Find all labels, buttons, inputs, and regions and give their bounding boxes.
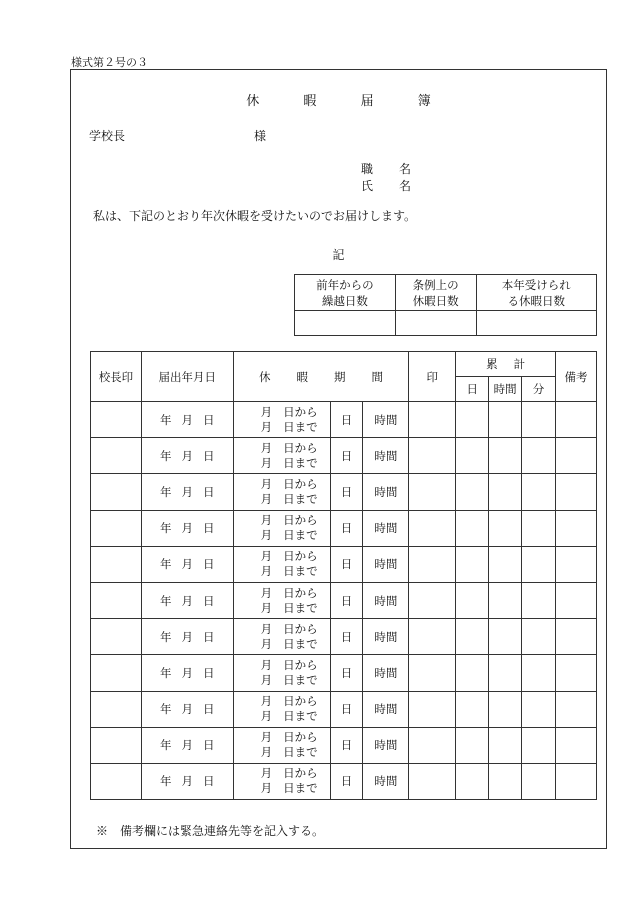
- cum-day-cell[interactable]: [456, 474, 489, 510]
- seal-cell[interactable]: [409, 763, 456, 799]
- cum-min-cell[interactable]: [522, 655, 556, 691]
- cum-hour-cell[interactable]: [489, 474, 522, 510]
- cum-min-cell[interactable]: [522, 691, 556, 727]
- remarks-cell[interactable]: [556, 582, 597, 618]
- cum-day-cell[interactable]: [456, 619, 489, 655]
- leave-hours-cell[interactable]: 時間: [363, 402, 409, 438]
- submit-date-cell[interactable]: 年 月 日: [141, 691, 233, 727]
- submit-date-cell[interactable]: 年 月 日: [141, 727, 233, 763]
- cum-hour-cell[interactable]: [489, 727, 522, 763]
- seal-cell[interactable]: [409, 582, 456, 618]
- cum-hour-cell[interactable]: [489, 691, 522, 727]
- seal-cell[interactable]: [409, 546, 456, 582]
- leave-hours-cell[interactable]: 時間: [363, 691, 409, 727]
- remarks-cell[interactable]: [556, 474, 597, 510]
- leave-period-cell[interactable]: 月 日から 月 日まで: [233, 546, 330, 582]
- table-row: [91, 655, 597, 691]
- submit-date-cell[interactable]: 年 月 日: [141, 510, 233, 546]
- table-row: [91, 619, 597, 655]
- principal-seal-cell[interactable]: [91, 763, 142, 799]
- table-row: [91, 691, 597, 727]
- cum-min-cell[interactable]: [522, 510, 556, 546]
- carryover-days-cell[interactable]: [295, 311, 396, 336]
- submit-date-cell[interactable]: 年 月 日: [141, 438, 233, 474]
- leave-days-cell[interactable]: 日: [330, 655, 363, 691]
- title-char: 届: [360, 94, 374, 109]
- applicant-label-a: 職: [361, 162, 374, 176]
- submit-date-cell[interactable]: 年 月 日: [141, 763, 233, 799]
- principal-seal-cell[interactable]: [91, 474, 142, 510]
- applicant-label-b: 名: [399, 162, 412, 176]
- leave-hours-cell[interactable]: 時間: [363, 763, 409, 799]
- cum-hour-cell[interactable]: [489, 582, 522, 618]
- submit-date-cell[interactable]: 年 月 日: [141, 619, 233, 655]
- seal-header: 印: [409, 352, 456, 402]
- available-days-cell[interactable]: [476, 311, 596, 336]
- addressee-label: 学校長: [89, 129, 126, 143]
- cum-hour-cell[interactable]: [489, 763, 522, 799]
- cum-min-cell[interactable]: [522, 402, 556, 438]
- principal-seal-cell[interactable]: [91, 727, 142, 763]
- leave-days-cell[interactable]: 日: [330, 546, 363, 582]
- cumulative-header: 累 計: [456, 352, 556, 377]
- cum-hour-cell[interactable]: [489, 402, 522, 438]
- leave-hours-cell[interactable]: 時間: [363, 510, 409, 546]
- leave-period-cell[interactable]: 月 日から 月 日まで: [233, 619, 330, 655]
- leave-days-cell[interactable]: 日: [330, 582, 363, 618]
- carryover-days-header: 前年からの 繰越日数: [295, 275, 396, 311]
- title-char: 暇: [303, 94, 317, 109]
- remarks-cell[interactable]: [556, 546, 597, 582]
- cum-hour-cell[interactable]: [489, 438, 522, 474]
- remarks-cell[interactable]: [556, 763, 597, 799]
- applicant-label-b: 名: [399, 179, 412, 193]
- principal-seal-cell[interactable]: [91, 655, 142, 691]
- cum-day-header: 日: [456, 377, 489, 402]
- addressee-honorific: 様: [254, 129, 267, 143]
- leave-log-table: [90, 351, 597, 800]
- cum-min-header: 分: [522, 377, 556, 402]
- seal-cell[interactable]: [409, 474, 456, 510]
- cum-min-cell[interactable]: [522, 582, 556, 618]
- leave-period-cell[interactable]: 月 日から 月 日まで: [233, 655, 330, 691]
- days-table: [294, 274, 597, 336]
- cum-day-cell[interactable]: [456, 763, 489, 799]
- applicant-name[interactable]: [361, 177, 411, 194]
- leave-period-cell[interactable]: 月 日から 月 日まで: [233, 691, 330, 727]
- statutory-days-cell[interactable]: [395, 311, 476, 336]
- cum-day-cell[interactable]: [456, 691, 489, 727]
- title-char: 休: [246, 94, 260, 109]
- principal-seal-cell[interactable]: [91, 691, 142, 727]
- cum-day-cell[interactable]: [456, 655, 489, 691]
- leave-hours-cell[interactable]: 時間: [363, 619, 409, 655]
- intro-text: 私は、下記のとおり年次休暇を受けたいのでお届けします。: [93, 209, 417, 223]
- seal-cell[interactable]: [409, 438, 456, 474]
- principal-seal-cell[interactable]: [91, 438, 142, 474]
- leave-hours-cell[interactable]: 時間: [363, 655, 409, 691]
- cum-day-cell[interactable]: [456, 510, 489, 546]
- remarks-cell[interactable]: [556, 691, 597, 727]
- submit-date-cell[interactable]: 年 月 日: [141, 402, 233, 438]
- submit-date-cell[interactable]: 年 月 日: [141, 546, 233, 582]
- leave-hours-cell[interactable]: 時間: [363, 546, 409, 582]
- cum-day-cell[interactable]: [456, 582, 489, 618]
- table-row: [91, 582, 597, 618]
- available-days-header: 本年受けられ る休暇日数: [476, 275, 596, 311]
- leave-days-cell[interactable]: 日: [330, 402, 363, 438]
- leave-days-cell[interactable]: 日: [330, 727, 363, 763]
- leave-period-cell[interactable]: 月 日から 月 日まで: [233, 510, 330, 546]
- leave-days-cell[interactable]: 日: [330, 510, 363, 546]
- leave-period-cell[interactable]: 月 日から 月 日まで: [233, 727, 330, 763]
- leave-period-cell[interactable]: 月 日から 月 日まで: [233, 582, 330, 618]
- remarks-cell[interactable]: [556, 619, 597, 655]
- cum-hour-cell[interactable]: [489, 619, 522, 655]
- ki-heading: 記: [332, 248, 345, 262]
- remarks-header: 備考: [556, 352, 597, 402]
- table-row: [91, 727, 597, 763]
- seal-cell[interactable]: [409, 402, 456, 438]
- applicant-label-a: 氏: [361, 179, 374, 193]
- leave-days-cell[interactable]: 日: [330, 619, 363, 655]
- leave-period-cell[interactable]: 月 日から 月 日まで: [233, 474, 330, 510]
- leave-hours-cell[interactable]: 時間: [363, 438, 409, 474]
- footnote: ※ 備考欄には緊急連絡先等を記入する。: [96, 824, 325, 838]
- leave-period-cell[interactable]: 月 日から 月 日まで: [233, 438, 330, 474]
- cum-hour-header: 時間: [489, 377, 522, 402]
- cum-min-cell[interactable]: [522, 619, 556, 655]
- leave-log-body: [91, 402, 597, 800]
- form-number: 様式第２号の３: [71, 56, 148, 69]
- principal-seal-cell[interactable]: [91, 510, 142, 546]
- submit-date-cell[interactable]: 年 月 日: [141, 655, 233, 691]
- leave-period-cell[interactable]: 月 日から 月 日まで: [233, 763, 330, 799]
- leave-days-cell[interactable]: 日: [330, 474, 363, 510]
- principal-seal-cell[interactable]: [91, 619, 142, 655]
- cum-min-cell[interactable]: [522, 546, 556, 582]
- leave-days-cell[interactable]: 日: [330, 438, 363, 474]
- leave-hours-cell[interactable]: 時間: [363, 474, 409, 510]
- form-title: [71, 90, 606, 109]
- table-row: [91, 402, 597, 438]
- leave-days-cell[interactable]: 日: [330, 691, 363, 727]
- leave-hours-cell[interactable]: 時間: [363, 582, 409, 618]
- table-row: [91, 438, 597, 474]
- principal-seal-cell[interactable]: [91, 546, 142, 582]
- principal-seal-cell[interactable]: [91, 582, 142, 618]
- submit-date-cell[interactable]: 年 月 日: [141, 582, 233, 618]
- cum-day-cell[interactable]: [456, 546, 489, 582]
- principal-seal-header: 校長印: [91, 352, 142, 402]
- leave-days-cell[interactable]: 日: [330, 763, 363, 799]
- cum-hour-cell[interactable]: [489, 655, 522, 691]
- cum-day-cell[interactable]: [456, 402, 489, 438]
- cum-min-cell[interactable]: [522, 763, 556, 799]
- cum-hour-cell[interactable]: [489, 546, 522, 582]
- title-char: 簿: [417, 94, 431, 109]
- leave-period-header: 休 暇 期 間: [233, 352, 409, 402]
- addressee: [89, 127, 289, 144]
- cum-hour-cell[interactable]: [489, 510, 522, 546]
- submit-date-cell[interactable]: 年 月 日: [141, 474, 233, 510]
- cum-day-cell[interactable]: [456, 438, 489, 474]
- remarks-cell[interactable]: [556, 727, 597, 763]
- seal-cell[interactable]: [409, 619, 456, 655]
- leave-period-cell[interactable]: 月 日から 月 日まで: [233, 402, 330, 438]
- seal-cell[interactable]: [409, 655, 456, 691]
- remarks-cell[interactable]: [556, 438, 597, 474]
- cum-min-cell[interactable]: [522, 727, 556, 763]
- table-row: [91, 763, 597, 799]
- cum-min-cell[interactable]: [522, 474, 556, 510]
- remarks-cell[interactable]: [556, 510, 597, 546]
- table-row: [91, 546, 597, 582]
- seal-cell[interactable]: [409, 691, 456, 727]
- leave-hours-cell[interactable]: 時間: [363, 727, 409, 763]
- table-row: [91, 510, 597, 546]
- remarks-cell[interactable]: [556, 655, 597, 691]
- table-row: [91, 474, 597, 510]
- seal-cell[interactable]: [409, 510, 456, 546]
- cum-min-cell[interactable]: [522, 438, 556, 474]
- submit-date-header: 届出年月日: [141, 352, 233, 402]
- remarks-cell[interactable]: [556, 402, 597, 438]
- principal-seal-cell[interactable]: [91, 402, 142, 438]
- applicant-position[interactable]: [361, 160, 411, 177]
- form-frame: [70, 69, 607, 849]
- cum-day-cell[interactable]: [456, 727, 489, 763]
- statutory-days-header: 条例上の 休暇日数: [395, 275, 476, 311]
- seal-cell[interactable]: [409, 727, 456, 763]
